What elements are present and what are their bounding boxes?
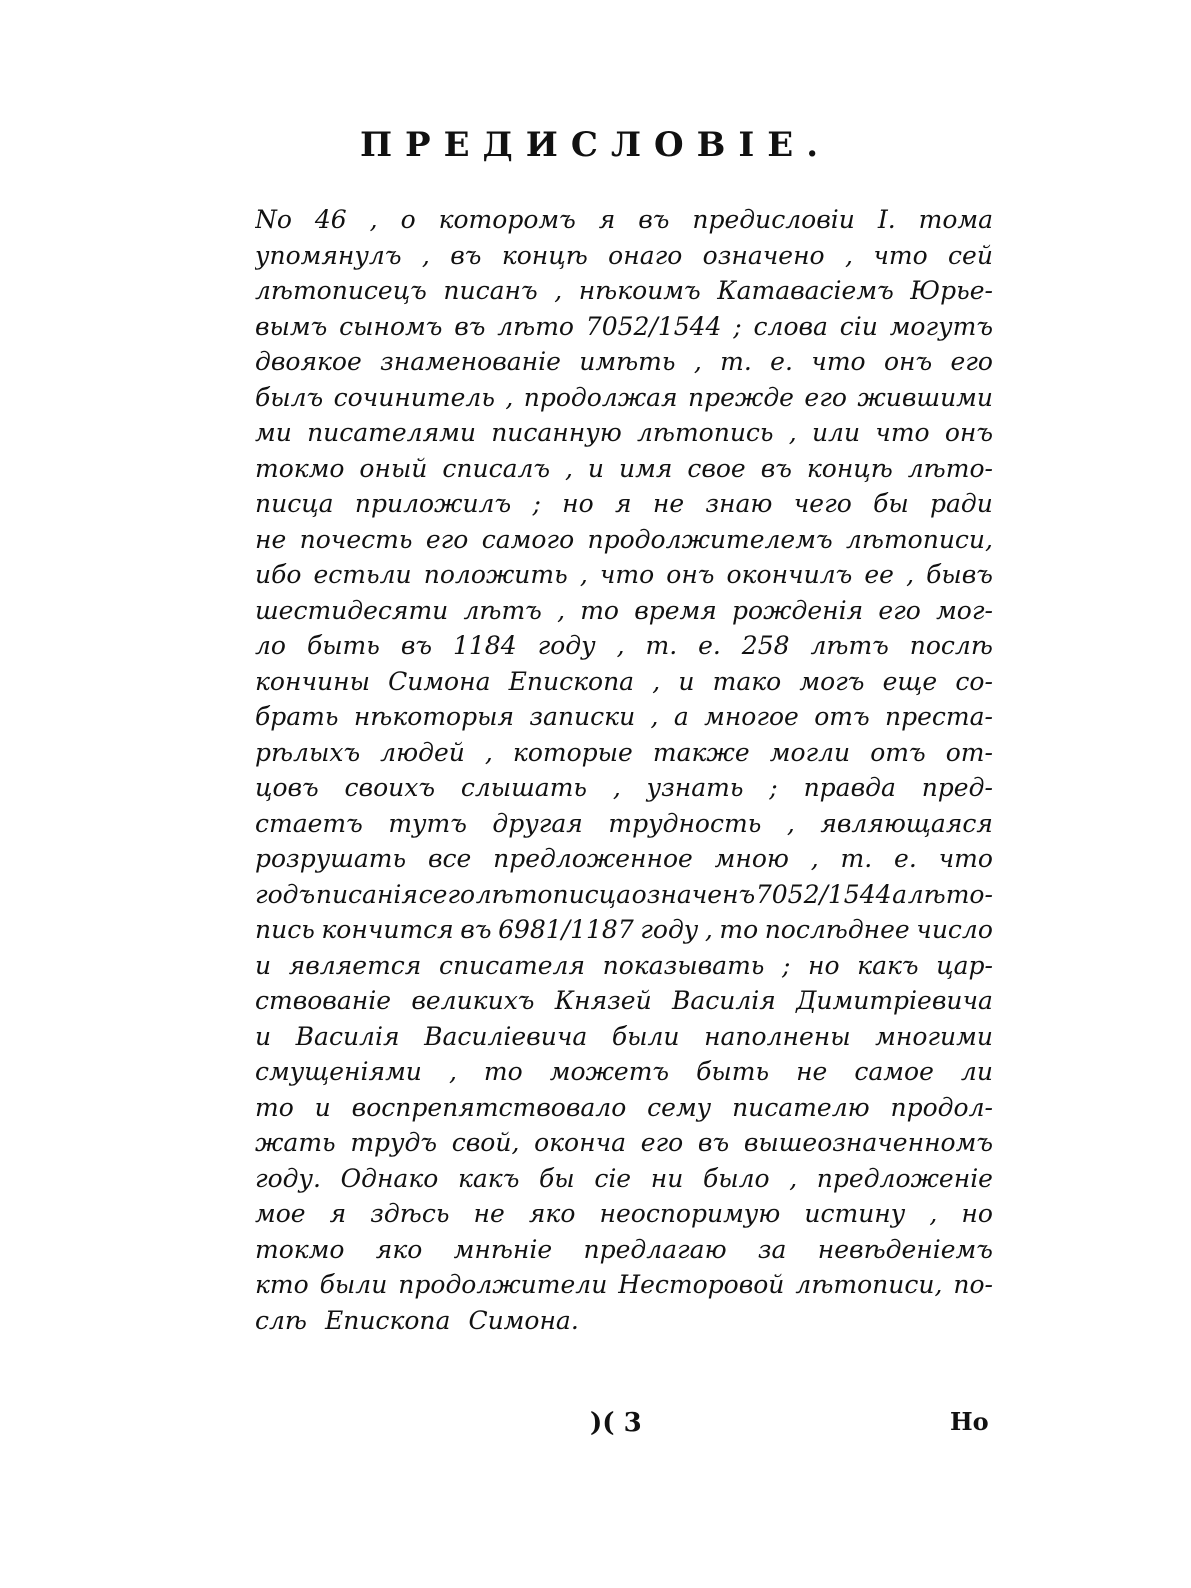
word: двоякое bbox=[255, 347, 362, 376]
word: не bbox=[796, 1057, 828, 1086]
word: ; bbox=[532, 489, 541, 518]
word: преста- bbox=[884, 702, 993, 731]
word: не bbox=[255, 524, 287, 554]
word: и bbox=[587, 453, 605, 483]
word: яко bbox=[375, 1234, 423, 1264]
text-line bbox=[255, 557, 993, 593]
word: , bbox=[693, 347, 702, 376]
word: нѣкоторыя bbox=[353, 702, 515, 731]
word: No bbox=[255, 205, 292, 234]
word: сего bbox=[418, 879, 476, 909]
word: не bbox=[473, 1199, 505, 1228]
word: означено bbox=[702, 240, 825, 270]
word: Василiя bbox=[295, 1021, 400, 1051]
word: было bbox=[702, 1163, 770, 1193]
word: цар- bbox=[936, 950, 993, 980]
word: продолжителемъ bbox=[587, 524, 833, 554]
text-line bbox=[255, 1090, 993, 1126]
word: , bbox=[612, 773, 621, 802]
word: лѣтописца bbox=[475, 879, 632, 909]
word: могъ bbox=[799, 666, 865, 696]
word: списателя bbox=[438, 950, 586, 980]
word: все bbox=[427, 844, 472, 873]
word: многими bbox=[875, 1021, 993, 1051]
word: ; bbox=[733, 311, 742, 341]
word: его bbox=[878, 595, 921, 625]
word: невѣденiемъ bbox=[817, 1234, 993, 1264]
word: другая bbox=[492, 808, 583, 838]
word: Василiя bbox=[671, 986, 776, 1015]
word: тако bbox=[712, 666, 782, 696]
word: что bbox=[938, 844, 993, 873]
word: въ bbox=[400, 631, 433, 660]
word: естьли bbox=[313, 560, 412, 589]
word: предлагаю bbox=[583, 1234, 727, 1264]
word: отъ bbox=[870, 737, 926, 767]
text-line bbox=[255, 238, 993, 274]
word: шестидесяти bbox=[255, 595, 449, 625]
word: Юрье- bbox=[910, 276, 993, 305]
word: , bbox=[845, 240, 853, 270]
word: что bbox=[599, 560, 655, 589]
word: продолжители bbox=[398, 1270, 608, 1299]
word: 46 bbox=[314, 205, 347, 234]
word: сему bbox=[647, 1092, 712, 1122]
word: лѣто- bbox=[907, 879, 993, 909]
word: не bbox=[652, 489, 685, 518]
word: сей bbox=[948, 240, 993, 270]
text-line bbox=[255, 841, 993, 877]
word: тутъ bbox=[388, 808, 467, 838]
signature-mark: )( 3 bbox=[590, 1408, 642, 1438]
word: Однако bbox=[340, 1163, 439, 1193]
word: то bbox=[580, 595, 619, 625]
word: году. bbox=[255, 1163, 321, 1193]
word: Катавасiемъ bbox=[717, 276, 894, 305]
word: лѣтопись bbox=[636, 418, 774, 447]
word: но bbox=[808, 950, 840, 980]
word: ради bbox=[930, 489, 993, 518]
text-line bbox=[255, 948, 993, 984]
word: розрушать bbox=[255, 844, 407, 873]
word: 1184 bbox=[453, 631, 517, 660]
text-line bbox=[255, 593, 993, 629]
word: т. bbox=[645, 631, 678, 660]
text-line bbox=[255, 202, 993, 238]
word: мог- bbox=[936, 595, 993, 625]
word: списалъ bbox=[442, 453, 551, 483]
word: Епископа bbox=[508, 666, 635, 696]
word: лѣто- bbox=[907, 453, 993, 483]
word: положить bbox=[423, 560, 568, 589]
text-line bbox=[255, 344, 993, 380]
word: отъ bbox=[814, 702, 870, 731]
word: чего bbox=[793, 489, 852, 518]
word: а bbox=[892, 879, 908, 909]
word: наполнены bbox=[704, 1021, 851, 1051]
word: , bbox=[448, 1057, 457, 1086]
word: по- bbox=[953, 1270, 993, 1299]
word: за bbox=[757, 1234, 787, 1264]
word: былъ bbox=[255, 382, 324, 412]
text-line bbox=[255, 1125, 993, 1161]
word: годъ bbox=[255, 879, 316, 909]
word: ли bbox=[960, 1057, 993, 1086]
word: людей bbox=[380, 737, 465, 767]
word: бы bbox=[873, 489, 909, 518]
word: являющаяся bbox=[820, 808, 993, 838]
word: сiе bbox=[594, 1163, 632, 1193]
word: окончилъ bbox=[726, 560, 853, 589]
word: означенъ bbox=[631, 879, 756, 909]
word: , bbox=[565, 453, 573, 483]
word: цовъ bbox=[255, 773, 319, 802]
text-line bbox=[255, 486, 993, 522]
word: кончится bbox=[321, 915, 454, 944]
word: могутъ bbox=[889, 311, 993, 341]
word: тома bbox=[918, 205, 993, 234]
word: жать bbox=[255, 1128, 336, 1157]
word: быть bbox=[696, 1057, 770, 1086]
word: то bbox=[719, 915, 759, 944]
word: , bbox=[505, 382, 514, 412]
word: , bbox=[484, 737, 493, 767]
word: сiи bbox=[839, 311, 878, 341]
word: можетъ bbox=[549, 1057, 670, 1086]
word: слова bbox=[753, 311, 828, 341]
word: продолжая bbox=[523, 382, 678, 412]
word: ни bbox=[650, 1163, 684, 1193]
word: е. bbox=[894, 844, 917, 873]
word: самого bbox=[481, 524, 575, 554]
word: неоспоримую bbox=[599, 1199, 781, 1228]
text-line bbox=[255, 983, 993, 1019]
word: Князей bbox=[554, 986, 652, 1015]
text-line bbox=[255, 309, 993, 345]
text-line bbox=[255, 1054, 993, 1090]
word: Симона bbox=[388, 666, 491, 696]
word: правда bbox=[803, 773, 896, 802]
word: его bbox=[640, 1128, 684, 1157]
word: прежде bbox=[688, 382, 794, 412]
word: писца bbox=[255, 489, 334, 518]
word: но bbox=[961, 1199, 993, 1228]
text-line bbox=[255, 1161, 993, 1197]
word: Василiевича bbox=[424, 1021, 588, 1051]
word: лѣтописи, bbox=[846, 524, 993, 554]
word: въ bbox=[697, 1128, 730, 1157]
word: концѣ bbox=[806, 453, 893, 483]
word: лѣтописи, bbox=[795, 1270, 943, 1299]
word: онаго bbox=[608, 240, 683, 270]
word: слышать bbox=[460, 773, 588, 802]
word: , bbox=[788, 418, 797, 447]
word: бывъ bbox=[926, 560, 993, 589]
word: о bbox=[400, 205, 416, 234]
word: писателями bbox=[307, 418, 476, 447]
page-title: ПРЕДИСЛОВIЕ. bbox=[359, 125, 832, 165]
word: еще bbox=[882, 666, 938, 696]
word: свое bbox=[687, 453, 746, 483]
word: вышеозначенномъ bbox=[743, 1128, 993, 1157]
word: воспрепятствовало bbox=[351, 1092, 627, 1122]
word: и bbox=[314, 1092, 331, 1122]
word: , bbox=[929, 1199, 938, 1228]
word: , bbox=[421, 240, 430, 270]
text-line bbox=[255, 451, 993, 487]
word: послѣднее bbox=[764, 915, 910, 944]
word: и bbox=[678, 666, 695, 696]
word: записки bbox=[529, 702, 636, 731]
word: его bbox=[804, 382, 847, 412]
word: Димитрiевича bbox=[796, 986, 993, 1015]
word: что bbox=[873, 240, 928, 270]
word: рѣлыхъ bbox=[255, 737, 361, 767]
word: 6981/1187 bbox=[498, 915, 634, 944]
word: которомъ bbox=[438, 205, 576, 234]
word: здѣсь bbox=[370, 1199, 450, 1228]
word: въ bbox=[760, 453, 792, 483]
word: 7052/1544 bbox=[755, 879, 892, 909]
word: ствованiе bbox=[255, 986, 392, 1015]
word: я bbox=[598, 205, 616, 234]
word: послѣ bbox=[909, 631, 993, 660]
word: рожденiя bbox=[732, 595, 864, 625]
word: я bbox=[615, 489, 632, 518]
text-line bbox=[255, 273, 993, 309]
body-text bbox=[255, 202, 993, 1338]
text-line bbox=[255, 415, 993, 451]
text-line bbox=[255, 1303, 993, 1339]
word: Несторовой bbox=[618, 1270, 785, 1299]
word: въ bbox=[638, 205, 670, 234]
word: имѣть bbox=[579, 347, 676, 376]
word: , bbox=[616, 631, 625, 660]
word: , bbox=[906, 560, 915, 589]
word: ее bbox=[864, 560, 894, 589]
word: оконча bbox=[534, 1128, 627, 1157]
text-line bbox=[255, 877, 993, 913]
word: и bbox=[255, 1021, 272, 1051]
word: токмо bbox=[255, 453, 345, 483]
word: сыномъ bbox=[339, 311, 443, 341]
word: лѣто bbox=[497, 311, 574, 341]
word: оный bbox=[359, 453, 428, 483]
word: , bbox=[810, 844, 819, 873]
word: которые bbox=[512, 737, 633, 767]
text-line bbox=[255, 735, 993, 771]
word: его bbox=[950, 347, 993, 376]
word: самое bbox=[854, 1057, 934, 1086]
word: но bbox=[562, 489, 594, 518]
word: а bbox=[673, 702, 689, 731]
word: е. bbox=[698, 631, 721, 660]
word: году bbox=[537, 631, 596, 660]
word: , bbox=[557, 595, 566, 625]
word: великихъ bbox=[411, 986, 535, 1015]
word: многое bbox=[704, 702, 799, 731]
text-line bbox=[255, 380, 993, 416]
word: онъ bbox=[944, 418, 993, 447]
text-line bbox=[255, 1232, 993, 1268]
word: онъ bbox=[883, 347, 933, 376]
word: ло bbox=[255, 631, 286, 660]
word: также bbox=[652, 737, 750, 767]
word: , bbox=[704, 915, 713, 944]
word: ; bbox=[769, 773, 778, 802]
word: т. bbox=[720, 347, 752, 376]
word: были bbox=[319, 1270, 388, 1299]
word: , bbox=[554, 276, 563, 305]
word: предисловiи bbox=[692, 205, 855, 234]
word: узнать bbox=[646, 773, 744, 802]
word: вымъ bbox=[255, 311, 328, 341]
word: т. bbox=[840, 844, 873, 873]
word: приложилъ bbox=[354, 489, 512, 518]
word: является bbox=[288, 950, 422, 980]
word: ; bbox=[781, 950, 791, 980]
word: от- bbox=[945, 737, 993, 767]
word: , bbox=[650, 702, 659, 731]
word: слѣ bbox=[255, 1305, 307, 1335]
word: , bbox=[789, 1163, 798, 1193]
word: яко bbox=[528, 1199, 576, 1228]
word: , bbox=[652, 666, 661, 696]
text-line bbox=[255, 1019, 993, 1055]
word: писанную bbox=[491, 418, 622, 447]
text-line bbox=[255, 664, 993, 700]
word: и bbox=[255, 950, 272, 980]
word: предложенiе bbox=[816, 1163, 993, 1193]
text-line bbox=[255, 1267, 993, 1303]
word: какъ bbox=[857, 950, 919, 980]
word: знаменованiе bbox=[380, 347, 561, 376]
word: имя bbox=[618, 453, 673, 483]
word: трудность bbox=[608, 808, 762, 838]
word: концѣ bbox=[501, 240, 588, 270]
text-line bbox=[255, 1196, 993, 1232]
text-line bbox=[255, 522, 993, 558]
text-line bbox=[255, 770, 993, 806]
word: пись bbox=[255, 915, 315, 944]
word: почесть bbox=[299, 524, 413, 554]
word: Епископа bbox=[324, 1305, 451, 1335]
word: кончины bbox=[255, 666, 370, 696]
word: онъ bbox=[666, 560, 715, 589]
word: пред- bbox=[921, 773, 993, 802]
word: знаю bbox=[705, 489, 773, 518]
word: Симона. bbox=[468, 1305, 579, 1335]
word: его bbox=[425, 524, 469, 554]
word: своихъ bbox=[344, 773, 436, 802]
word: лѣтъ bbox=[810, 631, 889, 660]
word: то bbox=[483, 1057, 523, 1086]
word: брать bbox=[255, 702, 339, 731]
word: , bbox=[369, 205, 378, 234]
word: въ bbox=[450, 240, 482, 270]
word: бы bbox=[539, 1163, 575, 1193]
word: показывать bbox=[602, 950, 765, 980]
word: то bbox=[255, 1092, 294, 1122]
word: въ bbox=[460, 915, 492, 944]
word: I. bbox=[877, 205, 896, 234]
word: я bbox=[329, 1199, 347, 1228]
word: 7052/1544 bbox=[585, 311, 722, 341]
word: смущенiями bbox=[255, 1057, 422, 1086]
word: сочинитель bbox=[333, 382, 495, 412]
word: , bbox=[579, 560, 588, 589]
word: со- bbox=[955, 666, 993, 696]
word: упомянулъ bbox=[255, 240, 402, 270]
word: быть bbox=[306, 631, 380, 660]
word: могли bbox=[769, 737, 851, 767]
word: 258 bbox=[741, 631, 790, 660]
word: году bbox=[640, 915, 699, 944]
word: что bbox=[875, 418, 930, 447]
word: трудъ bbox=[350, 1128, 438, 1157]
word: что bbox=[811, 347, 866, 376]
word: писанъ bbox=[443, 276, 538, 305]
word: лѣтописецъ bbox=[255, 276, 427, 305]
text-line bbox=[255, 699, 993, 735]
word: мое bbox=[255, 1199, 306, 1228]
word: время bbox=[634, 595, 717, 625]
word: , bbox=[786, 808, 795, 838]
word: или bbox=[811, 418, 861, 447]
word: мною bbox=[714, 844, 789, 873]
word: нѣкоимъ bbox=[578, 276, 701, 305]
word: были bbox=[611, 1021, 680, 1051]
word: жившими bbox=[857, 382, 993, 412]
word: ми bbox=[255, 418, 292, 447]
word: въ bbox=[454, 311, 486, 341]
text-line bbox=[255, 912, 993, 948]
word: свой, bbox=[451, 1128, 520, 1157]
word: писанiя bbox=[315, 879, 418, 909]
word: токмо bbox=[255, 1234, 345, 1264]
word: ибо bbox=[255, 560, 302, 589]
word: число bbox=[916, 915, 993, 944]
word: лѣтъ bbox=[463, 595, 542, 625]
catchword: Но bbox=[950, 1407, 989, 1436]
word: кто bbox=[255, 1270, 309, 1299]
word: предложенное bbox=[493, 844, 693, 873]
word: писателю bbox=[732, 1092, 870, 1122]
word: какъ bbox=[457, 1163, 520, 1193]
word: стаетъ bbox=[255, 808, 363, 838]
word: продол- bbox=[890, 1092, 993, 1122]
text-line bbox=[255, 628, 993, 664]
word: истину bbox=[804, 1199, 906, 1228]
word: мнѣнiе bbox=[453, 1234, 553, 1264]
text-line bbox=[255, 806, 993, 842]
word: е. bbox=[770, 347, 793, 376]
